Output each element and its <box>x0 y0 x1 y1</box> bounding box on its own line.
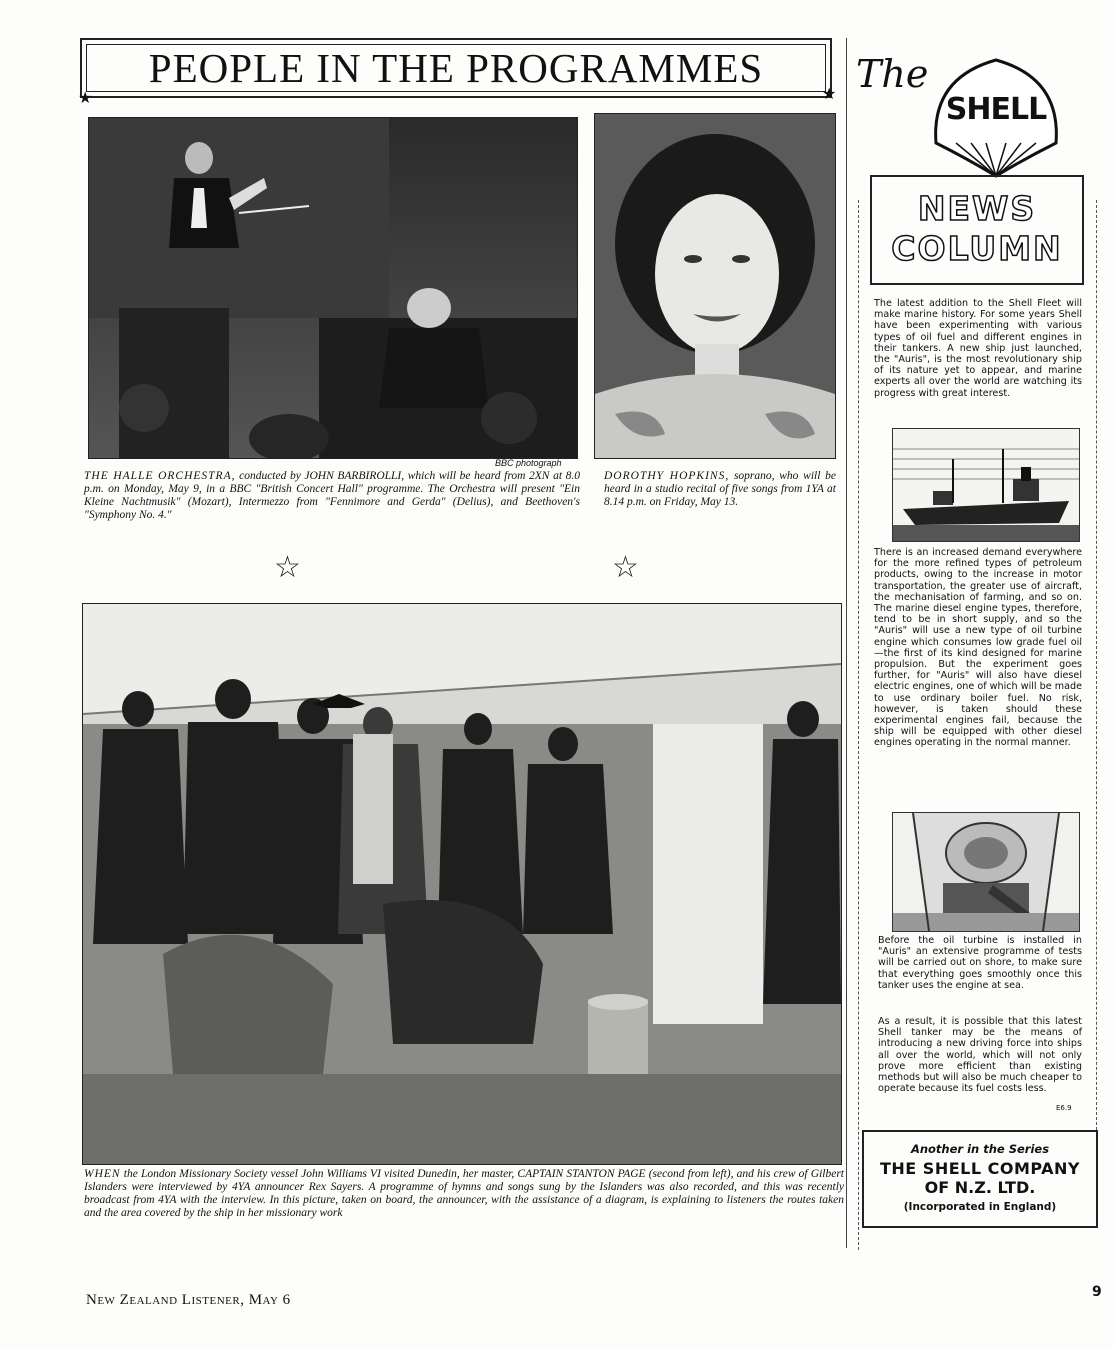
series-line: Another in the Series <box>910 1142 1050 1156</box>
crew-caption <box>84 1168 844 1220</box>
company-name: THE SHELL COMPANY <box>880 1159 1080 1178</box>
advert-paragraph: There is an increased demand everywhere for the more refined types of petroleum products, owing to the increase in motor transportation, the greater use of aircraft, the mechanisation of farming, and so on. The marine diesel engine types, therefore, tend to be in short supply, and so the "Auris" will use a new type of oil turbine engine which consumes low grade fuel oil—the first of its kind designed for marine propulsion. But the experiment goes further, for "Auris" will also have diesel electric engines, one of which will be made to use ordinary boiler fuel. No risk, however, is taken should these experimental engines fail, because the ship will be equipped with other diesel engines operating in the normal manner. <box>874 547 1082 749</box>
news-line1: NEWS <box>917 189 1037 228</box>
news-line2: COLUMN <box>891 229 1063 268</box>
star-icon: ★ <box>78 90 93 107</box>
advert-code: E6.9 <box>1056 1104 1072 1112</box>
turbine-illustration <box>892 812 1080 932</box>
portrait-photo <box>594 113 836 459</box>
tanker-illustration <box>892 428 1080 542</box>
portrait-caption <box>604 470 836 509</box>
caption-text: conducted by JOHN BARBIROLLI, which will be heard from 2XN at 8.0 p.m. on Monday, May 9, in a BBC "British Concert Hall" programme. The Orchestra will present "Ein Kleine Nachtmusik" (Mozart), Intermezzo from "Fennimore and Gerda" (Delius), and Beethoven's "Symphony No. 4." <box>84 470 580 521</box>
company-signature <box>862 1130 1098 1228</box>
column-divider <box>846 38 847 1248</box>
advert-paragraph: As a result, it is possible that this latest Shell tanker may be the means of introducing a new driving force into ships all over the world, which will not only prove more efficient than existing methods but will also be much cheaper to operate because its fuel costs less. <box>878 1016 1082 1095</box>
star-outline-icon: ☆ <box>274 551 301 584</box>
shell-logo <box>926 48 1066 178</box>
caption-text: soprano, who will be heard in a studio recital of five songs from 1YA at 8.14 p.m. on Friday, May 13. <box>604 470 836 508</box>
advert-paragraph: Before the oil turbine is installed in "Auris" an extensive programme of tests will be carried out on shore, to make sure that everything goes smoothly once this tanker uses the engine at sea. <box>878 935 1082 991</box>
caption-lead: DOROTHY HOPKINS, <box>604 470 730 482</box>
advert-the: The <box>856 52 929 96</box>
orchestra-caption <box>84 470 580 522</box>
shell-logo-text: SHELL <box>945 92 1047 127</box>
orchestra-photo <box>88 117 578 459</box>
caption-text: the London Missionary Society vessel John Williams VI visited Dunedin, her master, CAPTAIN STANTON PAGE (second from left), and his crew of Gilbert Islanders were interviewed by 4YA announcer Rex Sayers. A programme of hymns and songs sung by the Islanders was also recorded, and this was recently broadcast from 4YA with the interview. In this picture, taken on board, the announcer, with the assistance of a diagram, is explaining to listeners the routes taken and the area covered by the ship in her missionary work <box>84 1168 844 1219</box>
company-name-line2: OF N.Z. LTD. <box>924 1178 1036 1197</box>
news-column-title <box>870 175 1084 285</box>
advert-frame-left <box>858 200 860 1250</box>
caption-lead: WHEN <box>84 1168 121 1180</box>
caption-lead: THE HALLE ORCHESTRA, <box>84 470 236 482</box>
advert-paragraph: The latest addition to the Shell Fleet will make marine history. For some years Shell have been experimenting with various types of oil fuel and different engines in their tankers. A new ship just launched, the "Auris", is the most revolutionary ship of its nature yet to appear, and marine experts all over the world are watching its progress with great interest. <box>874 298 1082 399</box>
page-number: 9 <box>1092 1284 1102 1300</box>
page-title: PEOPLE IN THE PROGRAMMES <box>148 45 764 91</box>
advert-frame-right <box>1096 200 1098 1130</box>
photo-credit: BBC photograph <box>495 458 562 468</box>
star-outline-icon: ☆ <box>612 551 639 584</box>
incorporated-note: (Incorporated in England) <box>903 1201 1057 1213</box>
star-icon: ★ <box>822 86 837 103</box>
publication-footer: New Zealand Listener, May 6 <box>86 1292 291 1308</box>
crew-photo <box>82 603 842 1165</box>
